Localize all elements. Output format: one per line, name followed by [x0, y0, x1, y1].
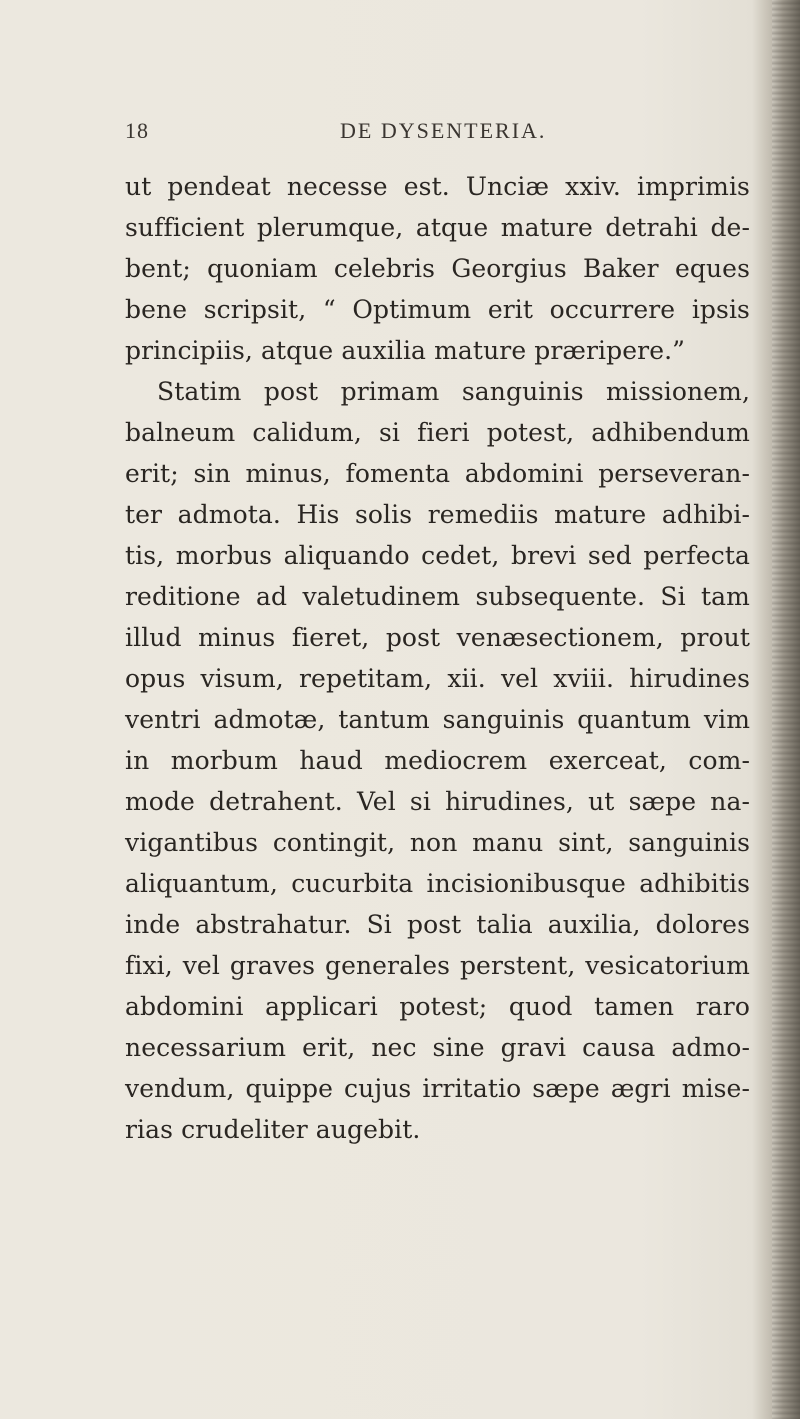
running-head [125, 118, 745, 148]
text-line: abdomini applicari potest; quod tamen raro [125, 992, 750, 1021]
text-line: opus visum, repetitam, xii. vel xviii. hirudines [125, 664, 750, 693]
text-line: illud minus fieret, post venæsectionem, prout [125, 623, 750, 652]
text-line: bent; quoniam celebris Georgius Baker eques [125, 254, 750, 283]
text-line: principiis, atque auxilia mature præripere.” [125, 336, 686, 365]
text-line: balneum calidum, si fieri potest, adhibendum [125, 418, 750, 447]
text-line: fixi, vel graves generales perstent, vesicatorium [125, 951, 750, 980]
text-line: vigantibus contingit, non manu sint, sanguinis [125, 828, 750, 857]
text-line: mode detrahent. Vel si hirudines, ut sæpe na- [125, 787, 750, 816]
text-line: aliquantum, cucurbita incisionibusque adhibitis [125, 869, 750, 898]
text-line: tis, morbus aliquando cedet, brevi sed perfecta [125, 541, 750, 570]
text-line: reditione ad valetudinem subsequente. Si tam [125, 582, 750, 611]
text-line: ter admota. His solis remediis mature adhibi- [125, 500, 750, 529]
page-number: 18 [125, 118, 149, 143]
text-line: erit; sin minus, fomenta abdomini perseveran- [125, 459, 750, 488]
text-line: sufficient plerumque, atque mature detrahi de- [125, 213, 750, 242]
text-line: in morbum haud mediocrem exerceat, com- [125, 746, 750, 775]
body-text [125, 166, 750, 1150]
page-binding-edge [772, 0, 800, 1419]
text-line: bene scripsit, “ Optimum erit occurrere ipsis [125, 295, 750, 324]
text-line: necessarium erit, nec sine gravi causa admo- [125, 1033, 750, 1062]
text-line: ut pendeat necesse est. Unciæ xxiv. imprimis [125, 172, 750, 201]
text-line: inde abstrahatur. Si post talia auxilia, dolores [125, 910, 750, 939]
text-line: rias crudeliter augebit. [125, 1115, 421, 1144]
running-title: DE DYSENTERIA. [340, 118, 547, 143]
text-line: vendum, quippe cujus irritatio sæpe ægri mise- [125, 1074, 750, 1103]
text-line: ventri admotæ, tantum sanguinis quantum vim [125, 705, 750, 734]
paragraph-first-line: Statim post primam sanguinis missionem, [157, 377, 750, 406]
